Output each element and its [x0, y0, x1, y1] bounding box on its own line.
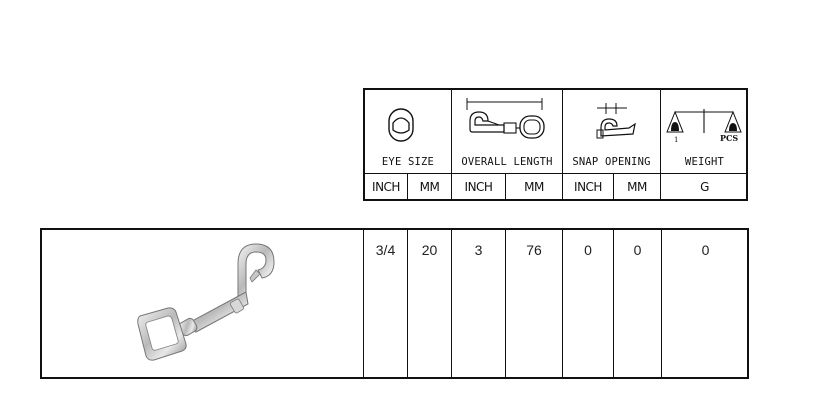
header-label-weight: WEIGHT: [684, 156, 725, 168]
overall-length-icon: [452, 90, 562, 150]
header-snap-opening: [563, 90, 660, 174]
header-label-overall-length: OVERALL LENGTH: [461, 156, 553, 168]
unit-inch: INCH: [372, 180, 400, 194]
unit-inch: INCH: [574, 180, 602, 194]
product-row: [40, 228, 749, 379]
header-weight: [661, 90, 748, 174]
value-eye-size-inch: 3/4: [375, 242, 396, 258]
header-overall-length: [452, 90, 562, 174]
unit-g: G: [700, 180, 709, 194]
unit-mm: MM: [627, 180, 647, 194]
snap-hook-icon: [134, 236, 294, 376]
svg-text:1: 1: [674, 136, 679, 144]
eye-size-icon: [365, 90, 451, 150]
spec-header-table: [363, 88, 748, 201]
value-weight-g: 0: [701, 242, 710, 258]
value-overall-length-mm: 76: [526, 242, 542, 258]
header-label-snap-opening: SNAP OPENING: [572, 156, 651, 168]
header-eye-size: [365, 90, 451, 174]
value-snap-opening-inch: 0: [584, 242, 592, 258]
value-snap-opening-mm: 0: [633, 242, 642, 258]
unit-mm: MM: [419, 180, 440, 194]
header-label-eye-size: EYE SIZE: [381, 156, 435, 168]
svg-text:PCS: PCS: [720, 133, 739, 143]
weight-scale-icon: [661, 90, 748, 150]
value-eye-size-mm: 20: [421, 242, 438, 258]
unit-inch: INCH: [464, 180, 493, 194]
unit-mm: MM: [524, 180, 544, 194]
snap-opening-icon: [563, 90, 660, 150]
product-image: [134, 236, 294, 381]
value-overall-length-inch: 3: [474, 242, 483, 258]
